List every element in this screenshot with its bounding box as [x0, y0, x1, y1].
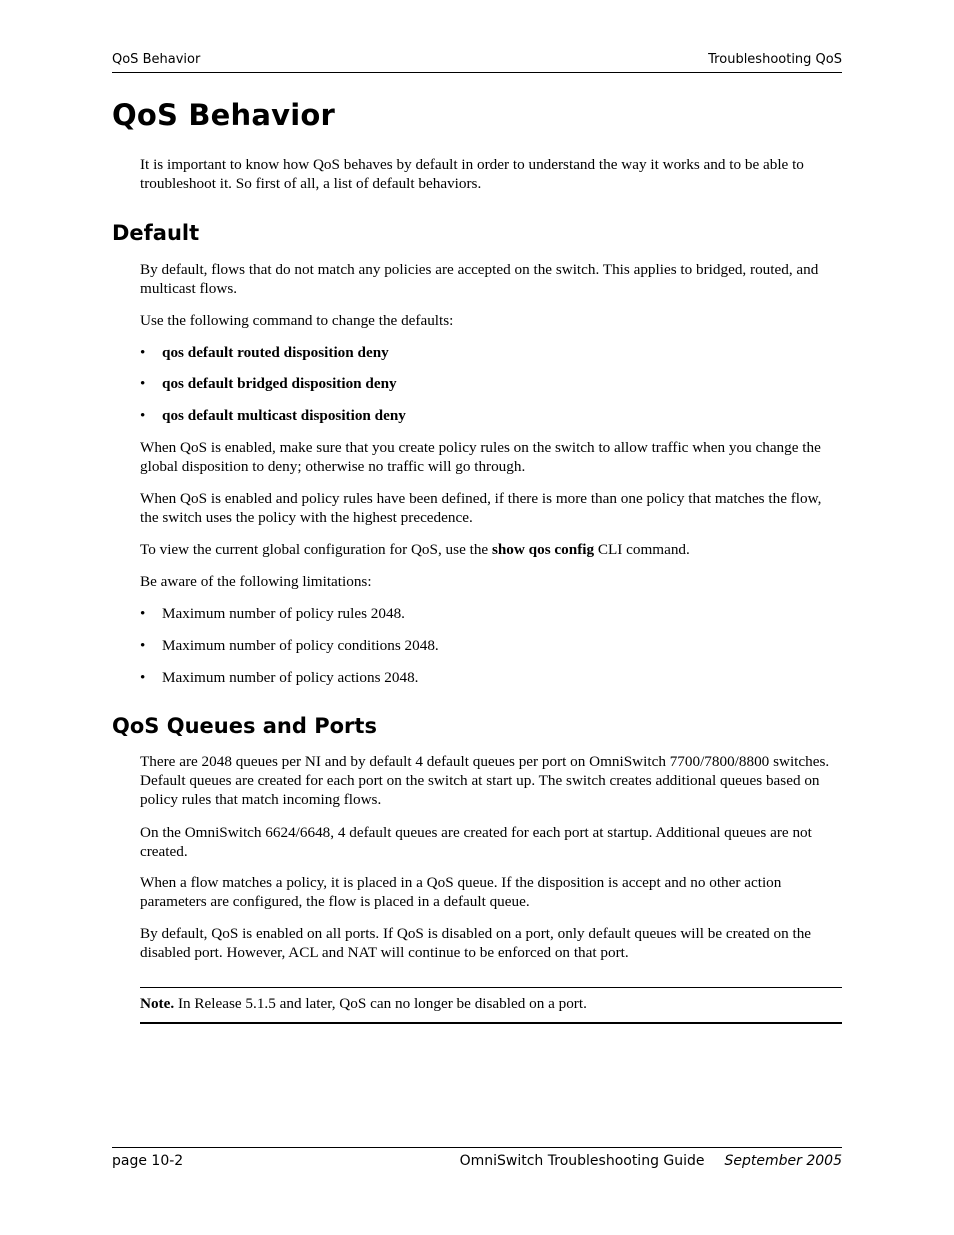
publication-date: September 2005	[724, 1153, 842, 1169]
command-text: qos default multicast disposition deny	[162, 407, 406, 424]
inline-command: show qos config	[491, 541, 595, 558]
note-label: Note.	[140, 995, 175, 1012]
limit-text: Maximum number of policy conditions 2048.	[162, 637, 439, 654]
bullet-icon: •	[140, 605, 146, 622]
note-text: In Release 5.1.5 and later, QoS can no longer be disabled on a port.	[174, 995, 587, 1012]
default-paragraph-5	[140, 540, 842, 559]
note-content	[140, 995, 587, 1013]
command-text: qos default bridged disposition deny	[162, 375, 397, 392]
default-paragraph-3: When QoS is enabled, make sure that you create policy rules on the switch to allow traffic when you change the global disposition to deny; otherwise no traffic will go through.	[140, 439, 821, 475]
default-paragraph-4: When QoS is enabled and policy rules have been defined, if there is more than one policy that matches the flow, the switch uses the policy with the highest precedence.	[140, 490, 822, 526]
queues-paragraph-2: On the OmniSwitch 6624/6648, 4 default queues are created for each port at startup. Additional queues are not created.	[140, 824, 812, 860]
paragraph-text: To view the current global configuration for QoS, use the	[140, 541, 492, 558]
default-heading: Default	[112, 221, 200, 245]
paragraph-text: CLI command.	[594, 541, 690, 558]
footer-publication	[460, 1153, 842, 1169]
bullet-icon: •	[140, 669, 146, 686]
bullet-icon: •	[140, 375, 146, 392]
page-title: QoS Behavior	[112, 98, 336, 132]
header-section-name: QoS Behavior	[112, 52, 201, 67]
page-number: page 10-2	[112, 1153, 184, 1169]
queues-paragraph-3: When a flow matches a policy, it is placed in a QoS queue. If the disposition is accept and no other action parameters are configured, the flow is placed in a default queue.	[140, 874, 782, 910]
queues-paragraph-1: There are 2048 queues per NI and by default 4 default queues per port on OmniSwitch 7700/7800/8800 switches. Default queues are created for each port on the switch at start up. The switch creates additional queues based on policy rules that match incoming flows.	[140, 753, 830, 808]
queues-paragraph-4: By default, QoS is enabled on all ports. If QoS is disabled on a port, only default queues will be created on the disabled port. However, ACL and NAT will continue to be enforced on that port.	[140, 925, 812, 961]
bullet-icon: •	[140, 637, 146, 654]
bullet-icon: •	[140, 407, 146, 424]
queues-heading: QoS Queues and Ports	[112, 714, 377, 738]
limit-text: Maximum number of policy actions 2048.	[162, 669, 419, 686]
guide-title: OmniSwitch Troubleshooting Guide	[459, 1153, 705, 1169]
intro-paragraph: It is important to know how QoS behaves by default in order to understand the way it works and to be able to troubleshoot it. So first of all, a list of default behaviors.	[140, 156, 804, 192]
running-footer	[112, 1147, 842, 1169]
default-paragraph-6: Be aware of the following limitations:	[140, 573, 372, 590]
bullet-icon: •	[140, 344, 146, 361]
note-box	[140, 987, 842, 1024]
default-paragraph-1: By default, flows that do not match any policies are accepted on the switch. This applies to bridged, routed, and multicast flows.	[140, 261, 819, 297]
command-text: qos default routed disposition deny	[162, 344, 389, 361]
default-paragraph-2: Use the following command to change the defaults:	[140, 312, 454, 329]
running-header	[112, 50, 842, 73]
limit-text: Maximum number of policy rules 2048.	[162, 605, 405, 622]
header-chapter-name: Troubleshooting QoS	[708, 52, 842, 67]
